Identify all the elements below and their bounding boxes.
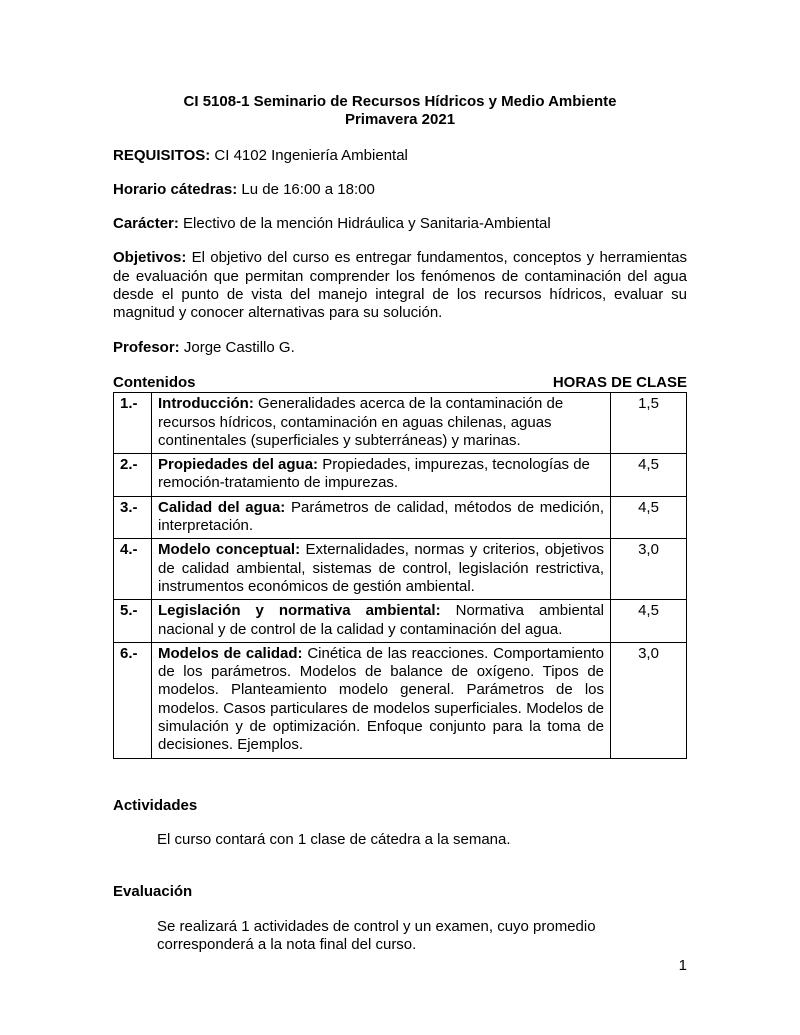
row-hours: 4,5 xyxy=(611,454,687,497)
row-term: Modelos de calidad: xyxy=(158,644,303,662)
row-hours: 1,5 xyxy=(611,393,687,454)
document-title xyxy=(113,93,687,130)
row-number: 5.- xyxy=(114,600,152,643)
row-number: 2.- xyxy=(114,454,152,497)
contents-table xyxy=(113,392,687,758)
contents-heading-right: HORAS DE CLASE xyxy=(552,373,687,391)
horario-text: Lu de 16:00 a 18:00 xyxy=(241,180,375,198)
evaluacion-text: Se realizará 1 actividades de control y un examen, cuyo promedio corresponderá a la nota final del curso. xyxy=(157,917,596,953)
row-description xyxy=(152,600,611,643)
caracter-text: Electivo de la mención Hidráulica y Sanitaria-Ambiental xyxy=(183,215,551,233)
contents-table-body xyxy=(114,393,687,758)
row-description xyxy=(152,496,611,539)
row-text: Normativa ambiental nacional y de control de la calidad y contaminación del agua. xyxy=(158,602,605,638)
page-number: 1 xyxy=(678,956,687,974)
contents-heading-left: Contenidos xyxy=(113,373,196,391)
row-hours: 3,0 xyxy=(611,642,687,758)
course-title: CI 5108-1 Seminario de Recursos Hídricos y Medio Ambiente xyxy=(183,93,617,110)
objetivos-label: Objetivos: xyxy=(113,249,187,267)
row-description xyxy=(152,642,611,758)
caracter-label: Carácter: xyxy=(113,215,179,233)
row-number: 6.- xyxy=(114,642,152,758)
requisitos-label: REQUISITOS: xyxy=(113,146,211,164)
course-term: Primavera 2021 xyxy=(344,111,456,129)
profesor-paragraph xyxy=(113,339,687,357)
caracter-paragraph xyxy=(113,215,687,233)
row-number: 4.- xyxy=(114,539,152,600)
row-text: Propiedades, impurezas, tecnologías de remoción-tratamiento de impurezas. xyxy=(158,456,590,492)
actividades-text: El curso contará con 1 clase de cátedra a la semana. xyxy=(157,830,511,848)
row-term: Introducción: xyxy=(158,395,254,413)
table-row xyxy=(114,539,687,600)
table-row xyxy=(114,642,687,758)
row-term: Legislación y normativa ambiental: xyxy=(158,602,441,620)
table-row xyxy=(114,454,687,497)
objetivos-text: El objetivo del curso es entregar fundamentos, conceptos y herramientas de evaluación que permitan comprender los fenómenos de contaminación del agua desde el punto de vista del manejo integral de los recursos hídricos, evaluar su magnitud y conocer alternativas para su solución. xyxy=(113,249,687,322)
row-text: Externalidades, normas y criterios, objetivos de calidad ambiental, sistemas de control, legislación restrictiva, instrumentos económicos de gestión ambiental. xyxy=(158,541,604,595)
profesor-label: Profesor: xyxy=(113,338,180,356)
table-row xyxy=(114,393,687,454)
row-hours: 4,5 xyxy=(611,600,687,643)
row-text: Generalidades acerca de la contaminación de recursos hídricos, contaminación en aguas chilenas, aguas continentales (superficiales y subterráneas) y marinas. xyxy=(158,395,564,449)
horario-paragraph xyxy=(113,181,687,199)
row-description xyxy=(152,454,611,497)
row-description xyxy=(152,539,611,600)
requisitos-text: CI 4102 Ingeniería Ambiental xyxy=(214,146,408,164)
row-number: 1.- xyxy=(114,393,152,454)
row-term: Propiedades del agua: xyxy=(158,456,319,474)
actividades-heading: Actividades xyxy=(113,796,198,814)
row-term: Calidad del agua: xyxy=(158,498,286,516)
table-row xyxy=(114,496,687,539)
row-text: Cinética de las reacciones. Comportamiento de los parámetros. Modelos de balance de oxígeno. Tipos de modelos. Planteamiento modelo general. Parámetros de los modelos. Casos particulares de modelos superficiales. Modelos de simulación y de optimización. Enfoque conjunto para la toma de decisiones. Ejemplos. xyxy=(158,644,604,754)
row-hours: 3,0 xyxy=(611,539,687,600)
evaluacion-heading: Evaluación xyxy=(113,883,193,901)
table-row xyxy=(114,600,687,643)
row-number: 3.- xyxy=(114,496,152,539)
row-description xyxy=(152,393,611,454)
row-hours: 4,5 xyxy=(611,496,687,539)
objetivos-paragraph xyxy=(113,249,687,322)
row-term: Modelo conceptual: xyxy=(158,541,301,559)
contents-heading-row xyxy=(113,374,687,392)
row-text: Parámetros de calidad, métodos de medición, interpretación. xyxy=(158,498,604,535)
profesor-text: Jorge Castillo G. xyxy=(183,338,295,356)
requisitos-paragraph xyxy=(113,147,687,165)
horario-label: Horario cátedras: xyxy=(113,180,238,198)
